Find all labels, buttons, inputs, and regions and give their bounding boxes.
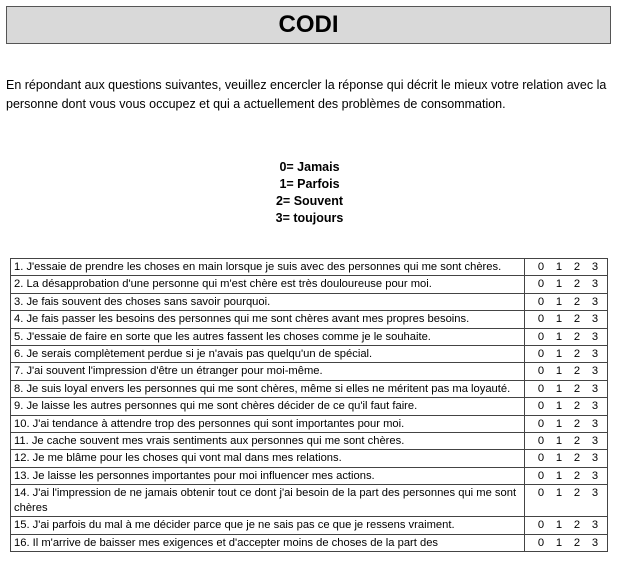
answer-options: [525, 467, 608, 484]
answer-option-1[interactable]: 1: [555, 382, 563, 395]
answer-option-2[interactable]: 2: [573, 469, 581, 482]
answer-option-1[interactable]: 1: [555, 348, 563, 361]
answer-option-3[interactable]: 3: [591, 382, 599, 395]
answer-option-0[interactable]: 0: [537, 487, 545, 500]
answer-option-0[interactable]: 0: [537, 295, 545, 308]
question-text: 12. Je me blâme pour les choses qui vont mal dans mes relations.: [11, 450, 525, 467]
answer-option-0[interactable]: 0: [537, 519, 545, 532]
table-row: [11, 433, 608, 450]
table-row: [11, 259, 608, 276]
answer-option-3[interactable]: 3: [591, 519, 599, 532]
questionnaire-table: [10, 258, 608, 552]
table-row: [11, 380, 608, 397]
answer-options: [525, 311, 608, 328]
answer-option-2[interactable]: 2: [573, 487, 581, 500]
question-text: 16. Il m'arrive de baisser mes exigences et d'accepter moins de choses de la part des: [11, 534, 525, 551]
answer-options: [525, 276, 608, 293]
answer-option-2[interactable]: 2: [573, 417, 581, 430]
answer-option-0[interactable]: 0: [537, 536, 545, 549]
answer-option-0[interactable]: 0: [537, 330, 545, 343]
question-text: 4. Je fais passer les besoins des personnes qui me sont chères avant mes propres besoins.: [11, 311, 525, 328]
answer-option-2[interactable]: 2: [573, 313, 581, 326]
answer-option-1[interactable]: 1: [555, 469, 563, 482]
page-title: CODI: [278, 11, 339, 38]
answer-option-3[interactable]: 3: [591, 452, 599, 465]
table-row: [11, 398, 608, 415]
answer-option-1[interactable]: 1: [555, 536, 563, 549]
answer-options: [525, 328, 608, 345]
answer-options: [525, 433, 608, 450]
answer-option-1[interactable]: 1: [555, 417, 563, 430]
answer-option-3[interactable]: 3: [591, 313, 599, 326]
question-text: 1. J'essaie de prendre les choses en main lorsque je suis avec des personnes qui me sont chères.: [11, 259, 525, 276]
legend-item: 3= toujours: [275, 211, 344, 225]
table-row: [11, 467, 608, 484]
legend-item: 1= Parfois: [279, 177, 340, 191]
answer-options: [525, 415, 608, 432]
question-text: 15. J'ai parfois du mal à me décider parce que je ne sais pas ce que je ressens vraiment.: [11, 517, 525, 534]
answer-option-0[interactable]: 0: [537, 452, 545, 465]
answer-option-1[interactable]: 1: [555, 519, 563, 532]
table-row: [11, 363, 608, 380]
legend-item: 2= Souvent: [275, 194, 344, 208]
answer-option-3[interactable]: 3: [591, 487, 599, 500]
answer-option-2[interactable]: 2: [573, 365, 581, 378]
answer-option-1[interactable]: 1: [555, 452, 563, 465]
answer-option-2[interactable]: 2: [573, 278, 581, 291]
question-text: 2. La désapprobation d'une personne qui m'est chère est très douloureuse pour moi.: [11, 276, 525, 293]
table-row: [11, 415, 608, 432]
answer-option-1[interactable]: 1: [555, 487, 563, 500]
question-text: 7. J'ai souvent l'impression d'être un étranger pour moi-même.: [11, 363, 525, 380]
question-text: 6. Je serais complètement perdue si je n'avais pas quelqu'un de spécial.: [11, 346, 525, 363]
answer-option-3[interactable]: 3: [591, 365, 599, 378]
answer-option-3[interactable]: 3: [591, 278, 599, 291]
answer-options: [525, 485, 608, 517]
answer-option-1[interactable]: 1: [555, 435, 563, 448]
answer-options: [525, 380, 608, 397]
answer-options: [525, 534, 608, 551]
answer-options: [525, 293, 608, 310]
question-text: 11. Je cache souvent mes vrais sentiments aux personnes qui me sont chères.: [11, 433, 525, 450]
answer-option-2[interactable]: 2: [573, 536, 581, 549]
answer-option-3[interactable]: 3: [591, 417, 599, 430]
table-row: [11, 450, 608, 467]
question-text: 9. Je laisse les autres personnes qui me sont chères décider de ce qu'il faut faire.: [11, 398, 525, 415]
title-box: [6, 6, 611, 44]
answer-option-0[interactable]: 0: [537, 365, 545, 378]
legend-item: 0= Jamais: [279, 160, 340, 174]
answer-option-3[interactable]: 3: [591, 536, 599, 549]
answer-options: [525, 346, 608, 363]
answer-option-0[interactable]: 0: [537, 469, 545, 482]
answer-options: [525, 259, 608, 276]
answer-option-1[interactable]: 1: [555, 365, 563, 378]
answer-option-0[interactable]: 0: [537, 348, 545, 361]
answer-options: [525, 517, 608, 534]
question-text: 8. Je suis loyal envers les personnes qui me sont chères, même si elles ne méritent pas ma loyauté.: [11, 380, 525, 397]
answer-option-3[interactable]: 3: [591, 330, 599, 343]
question-text: 10. J'ai tendance à attendre trop des personnes qui sont importantes pour moi.: [11, 415, 525, 432]
answer-option-3[interactable]: 3: [591, 261, 599, 273]
answer-options: [525, 450, 608, 467]
answer-option-1[interactable]: 1: [555, 261, 563, 273]
answer-option-2[interactable]: 2: [573, 382, 581, 395]
answer-options: [525, 363, 608, 380]
answer-option-0[interactable]: 0: [537, 435, 545, 448]
answer-option-3[interactable]: 3: [591, 435, 599, 448]
answer-option-2[interactable]: 2: [573, 348, 581, 361]
answer-options: [525, 398, 608, 415]
answer-option-2[interactable]: 2: [573, 452, 581, 465]
answer-option-1[interactable]: 1: [555, 278, 563, 291]
answer-option-1[interactable]: 1: [555, 400, 563, 413]
answer-option-1[interactable]: 1: [555, 330, 563, 343]
answer-option-3[interactable]: 3: [591, 348, 599, 361]
answer-option-2[interactable]: 2: [573, 330, 581, 343]
table-row: [11, 311, 608, 328]
answer-option-2[interactable]: 2: [573, 435, 581, 448]
question-text: 13. Je laisse les personnes importantes pour moi influencer mes actions.: [11, 467, 525, 484]
table-row: [11, 276, 608, 293]
table-row: [11, 293, 608, 310]
table-row: [11, 485, 608, 517]
answer-option-1[interactable]: 1: [555, 313, 563, 326]
table-row: [11, 346, 608, 363]
question-text: 5. J'essaie de faire en sorte que les autres fassent les choses comme je le souhaite.: [11, 328, 525, 345]
answer-option-0[interactable]: 0: [537, 382, 545, 395]
answer-option-2[interactable]: 2: [573, 519, 581, 532]
answer-option-0[interactable]: 0: [537, 417, 545, 430]
answer-option-2[interactable]: 2: [573, 295, 581, 308]
answer-option-0[interactable]: 0: [537, 400, 545, 413]
answer-option-2[interactable]: 2: [573, 400, 581, 413]
answer-option-0[interactable]: 0: [537, 313, 545, 326]
answer-option-3[interactable]: 3: [591, 295, 599, 308]
answer-option-0[interactable]: 0: [537, 278, 545, 291]
answer-option-2[interactable]: 2: [573, 261, 581, 273]
answer-option-1[interactable]: 1: [555, 295, 563, 308]
question-text: 14. J'ai l'impression de ne jamais obtenir tout ce dont j'ai besoin de la part des personnes qui me sont chères: [11, 485, 525, 517]
instructions: En répondant aux questions suivantes, veuillez encercler la réponse qui décrit le mieux votre relation avec la personne dont vous vous occupez et qui a actuellement des problèmes de consommation.: [6, 78, 607, 111]
answer-option-3[interactable]: 3: [591, 400, 599, 413]
answer-option-3[interactable]: 3: [591, 469, 599, 482]
scale-legend: [0, 159, 619, 227]
table-row: [11, 534, 608, 551]
answer-option-0[interactable]: 0: [537, 261, 545, 273]
table-row: [11, 517, 608, 534]
table-row: [11, 328, 608, 345]
question-text: 3. Je fais souvent des choses sans savoir pourquoi.: [11, 293, 525, 310]
